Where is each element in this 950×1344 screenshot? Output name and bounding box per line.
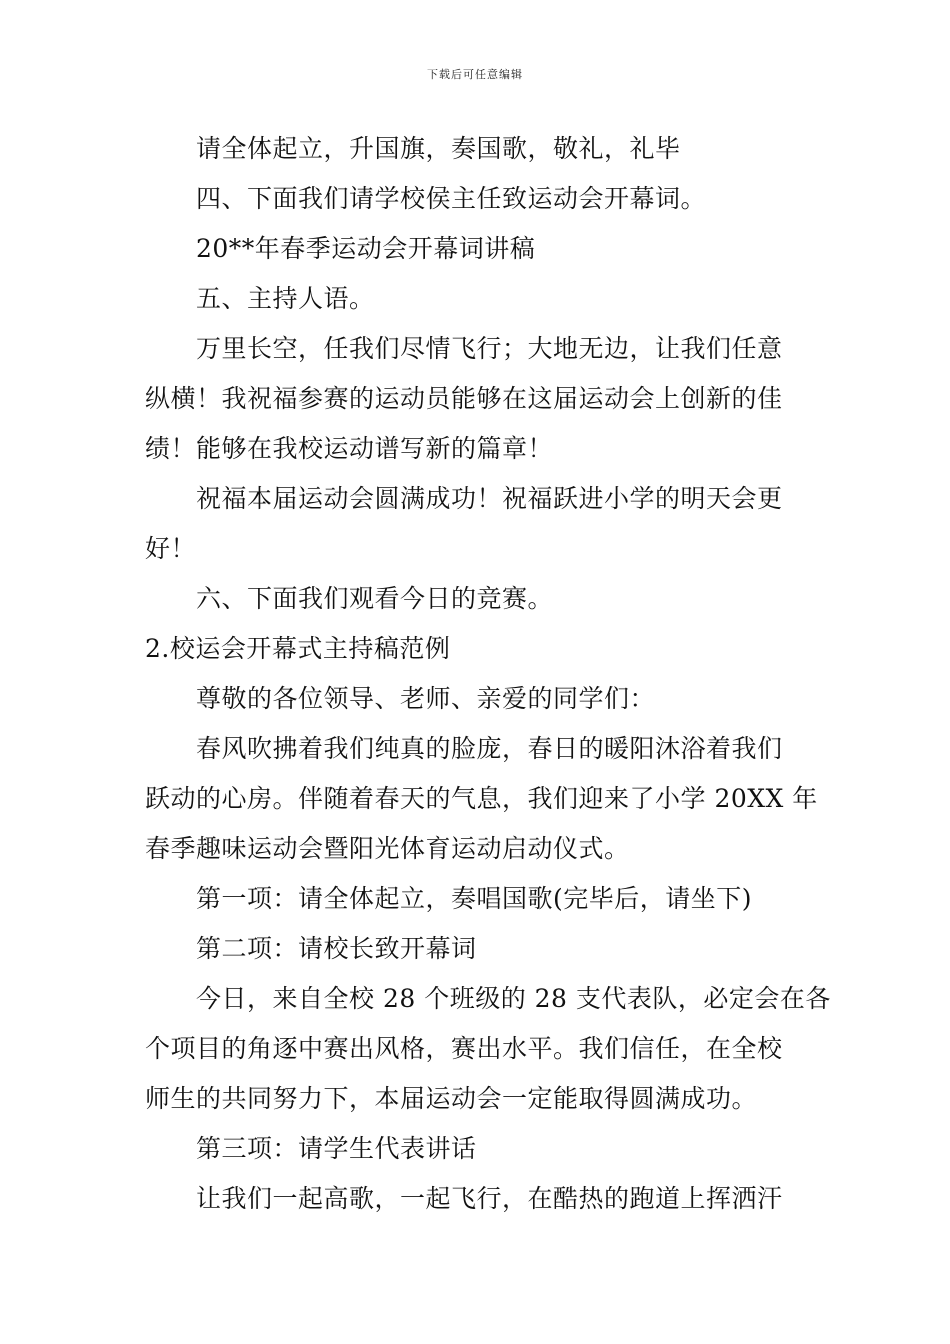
text-line: 尊敬的各位领导、老师、亲爱的同学们： [196, 684, 656, 713]
text-line: 跃动的心房。伴随着春天的气息，我们迎来了小学 20XX 年 [145, 784, 818, 813]
text-line: 四、下面我们请学校侯主任致运动会开幕词。 [196, 184, 707, 213]
text-line: 师生的共同努力下，本届运动会一定能取得圆满成功。 [145, 1084, 758, 1113]
text-line: 六、下面我们观看今日的竞赛。 [196, 584, 554, 613]
text-line: 今日，来自全校 28 个班级的 28 支代表队，必定会在各 [196, 984, 831, 1013]
section-heading: 2.校运会开幕式主持稿范例 [145, 634, 451, 663]
text-line: 20**年春季运动会开幕词讲稿 [196, 234, 536, 263]
text-line: 个项目的角逐中赛出风格，赛出水平。我们信任，在全校 [145, 1034, 783, 1063]
header-note: 下载后可任意编辑 [427, 68, 523, 81]
text-line: 万里长空，任我们尽情飞行；大地无边，让我们任意 [196, 334, 783, 363]
text-line: 请全体起立，升国旗，奏国歌，敬礼，礼毕 [196, 134, 681, 163]
text-line: 祝福本届运动会圆满成功！祝福跃进小学的明天会更 [196, 484, 783, 513]
text-line: 纵横！我祝福参赛的运动员能够在这届运动会上创新的佳 [145, 384, 783, 413]
text-line: 让我们一起高歌，一起飞行，在酷热的跑道上挥洒汗 [196, 1184, 783, 1213]
text-line: 第一项：请全体起立，奏唱国歌(完毕后，请坐下) [196, 884, 753, 913]
text-line: 第二项：请校长致开幕词 [196, 934, 477, 963]
text-line: 绩！能够在我校运动谱写新的篇章！ [145, 434, 554, 463]
text-line: 春风吹拂着我们纯真的脸庞，春日的暖阳沐浴着我们 [196, 734, 783, 763]
document-body [145, 124, 831, 1224]
text-line: 好！ [145, 534, 197, 563]
text-line: 春季趣味运动会暨阳光体育运动启动仪式。 [145, 834, 630, 863]
text-line: 五、主持人语。 [196, 284, 375, 313]
text-line: 第三项：请学生代表讲话 [196, 1134, 477, 1163]
